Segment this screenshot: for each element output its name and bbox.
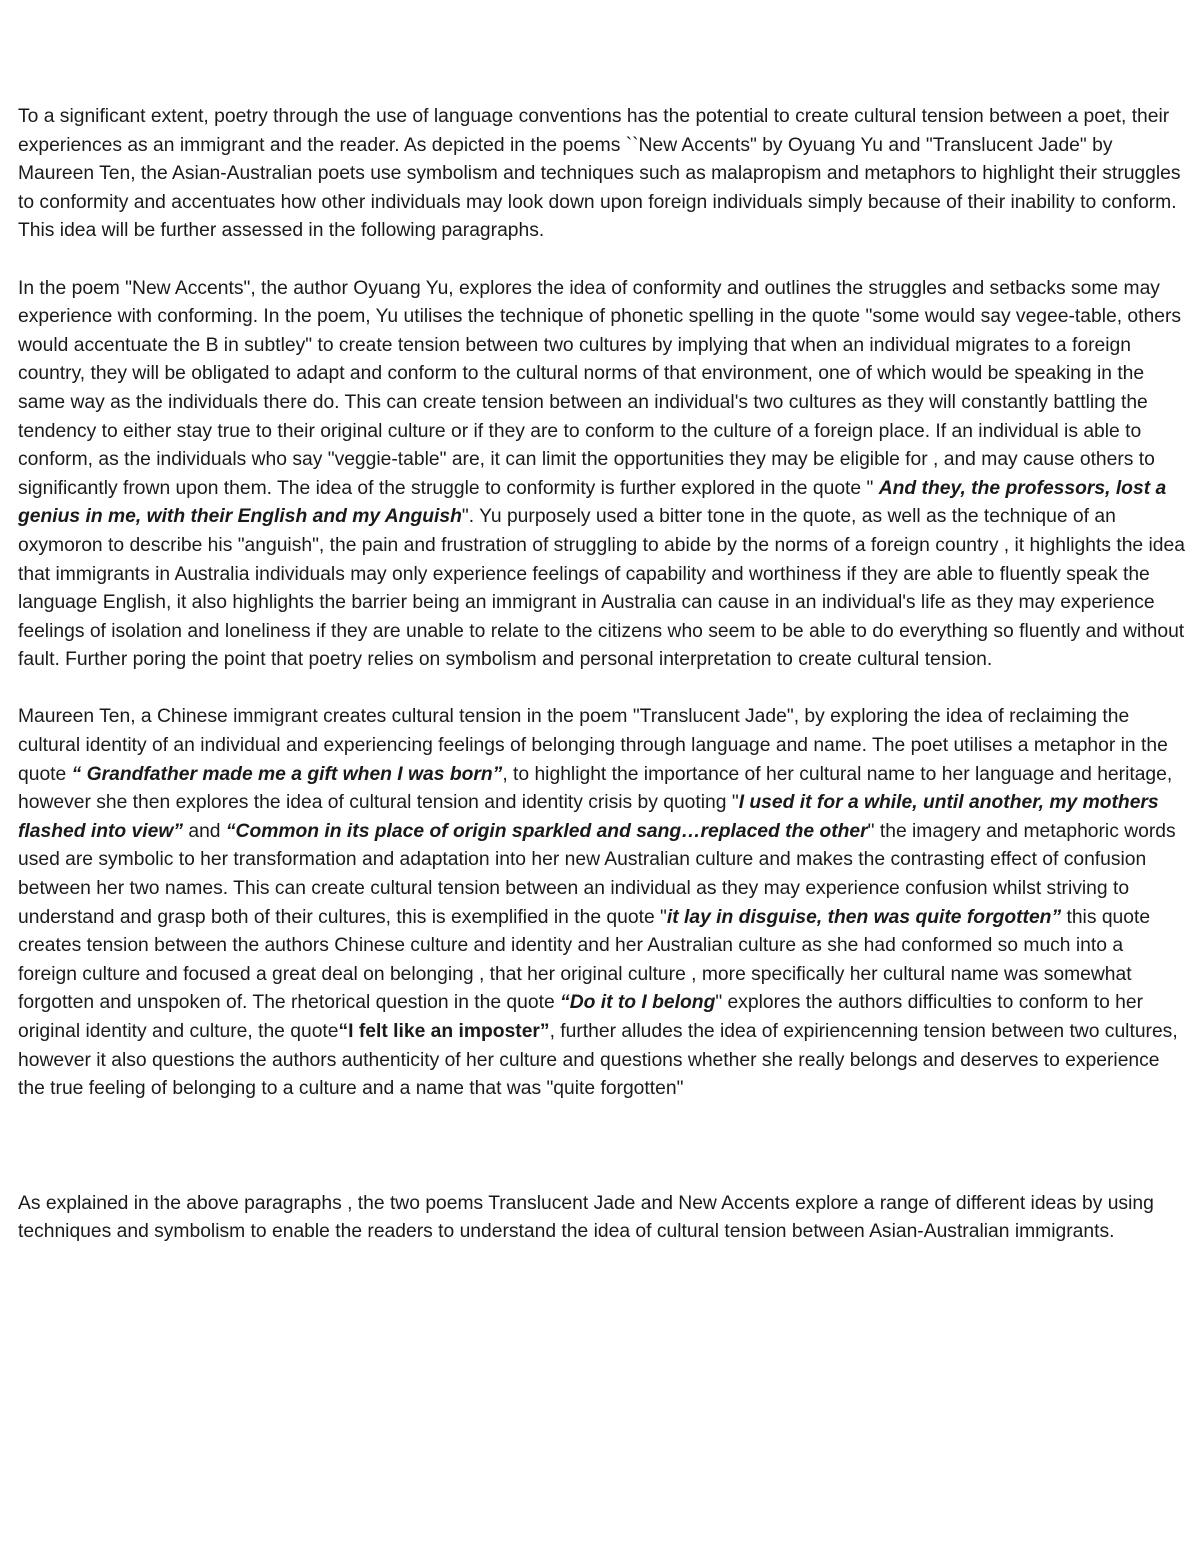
text-segment: , further alludes the idea of expiriencenning tension between two cultures, however it also questions the authors authenticity of her culture and questions whether she really belongs and deserves to experience the true feeling of belonging to a culture and a name that was "quite forgotten" (18, 1021, 1178, 1100)
document-page (18, 103, 1186, 1247)
text-segment: this quote creates tension between the authors Chinese culture and identity and her Australian culture as she had conformed so much into a foreign culture and focused a great deal on belonging , that her original culture , more specifically her cultural name was somewhat forgotten and unspoken of. The rhetorical question in the quote (18, 906, 1151, 1014)
quoted-text: “I felt like an imposter” (338, 1021, 550, 1042)
paragraph-spacer (18, 675, 1186, 704)
text-segment: To a significant extent, poetry through the use of language conventions has the potential to create cultural tension between a poet, their experiences as an immigrant and the reader. As depicted in the poems ``New Accents" by Oyuang Yu and "Translucent Jade" by Maureen Ten, the Asian-Australian poets use symbolism and techniques such as malapropism and metaphors to highlight their struggles to conformity and accentuates how other individuals may look down upon foreign individuals simply because of their inability to conform. This idea will be further assessed in the following paragraphs. (18, 106, 1181, 242)
quoted-text: “ Grandfather made me a gift when I was born” (71, 763, 503, 785)
paragraph-conclusion (18, 1190, 1186, 1247)
text-segment: Maureen Ten, a Chinese immigrant creates cultural tension in the poem "Translucent Jade", by exploring the idea of reclaiming the cultural identity of an individual and experiencing feelings of belonging through language and name. The poet utilises a metaphor in the quote (18, 706, 1168, 785)
text-segment: In the poem "New Accents", the author Oyuang Yu, explores the idea of conformity and outlines the struggles and setbacks some may experience with conforming. In the poem, Yu utilises the technique of phonetic spelling in the quote "some would say vegee-table, others would accentuate the B in subtley" to create tension between two cultures by implying that when an individual migrates to a foreign country, they will be obligated to adapt and conform to the cultural norms of that environment, one of which would be speaking in the same way as the individuals there do. This can create tension between an individual's two cultures as they will constantly battling the tendency to either stay true to their original culture or if they are to conform to the culture of a foreign place. If an individual is able to conform, as the individuals who say "veggie-table" are, it can limit the opportunities they may be eligible for , and may cause others to significantly frown upon them. The idea of the struggle to conformity is further explored in the quote " (18, 277, 1182, 499)
quoted-text: “Common in its place of origin sparkled and sang…replaced the other (225, 820, 868, 842)
text-segment: " the imagery and metaphoric words used are symbolic to her transformation and adaptation into her new Australian culture and makes the contrasting effect of confusion between her two names. This can create cultural tension between an individual as they may experience confusion whilst striving to understand and grasp both of their cultures, this is exemplified in the quote " (18, 820, 1176, 928)
quoted-text: it lay in disguise, then was quite forgotten” (666, 906, 1062, 928)
paragraph-spacer (18, 1104, 1186, 1190)
paragraph-new-accents (18, 275, 1186, 675)
quoted-text: “Do it to I belong (560, 992, 716, 1014)
text-segment: and (183, 820, 226, 842)
text-segment: ". Yu purposely used a bitter tone in the quote, as well as the technique of an oxymoron to describe his "anguish", the pain and frustration of struggling to abide by the norms of a foreign country , it highlights the idea that immigrants in Australia individuals may only experience feelings of capability and worthiness if they are able to fluently speak the language English, it also highlights the barrier being an immigrant in Australia can cause in an individual's life as they may experience feelings of isolation and loneliness if they are unable to relate to the citizens who seem to be able to do everything so fluently and without fault. Further poring the point that poetry relies on symbolism and personal interpretation to create cultural tension. (18, 506, 1185, 671)
text-segment: As explained in the above paragraphs , the two poems Translucent Jade and New Accents explore a range of different ideas by using techniques and symbolism to enable the readers to understand the idea of cultural tension between Asian-Australian immigrants. (18, 1192, 1154, 1243)
paragraph-translucent-jade (18, 703, 1186, 1103)
quoted-text: I used it for a while, until another, my mothers flashed into view” (18, 792, 1159, 842)
quoted-text: And they, the professors, lost a genius in me, with their English and my Anguish (18, 477, 1167, 528)
text-segment: " explores the authors difficulties to conform to her original identity and culture, the quote (18, 992, 1144, 1042)
text-segment: , to highlight the importance of her cultural name to her language and heritage, however she then explores the idea of cultural tension and identity crisis by quoting " (18, 763, 1173, 814)
paragraph-spacer (18, 246, 1186, 275)
paragraph-introduction (18, 103, 1186, 246)
